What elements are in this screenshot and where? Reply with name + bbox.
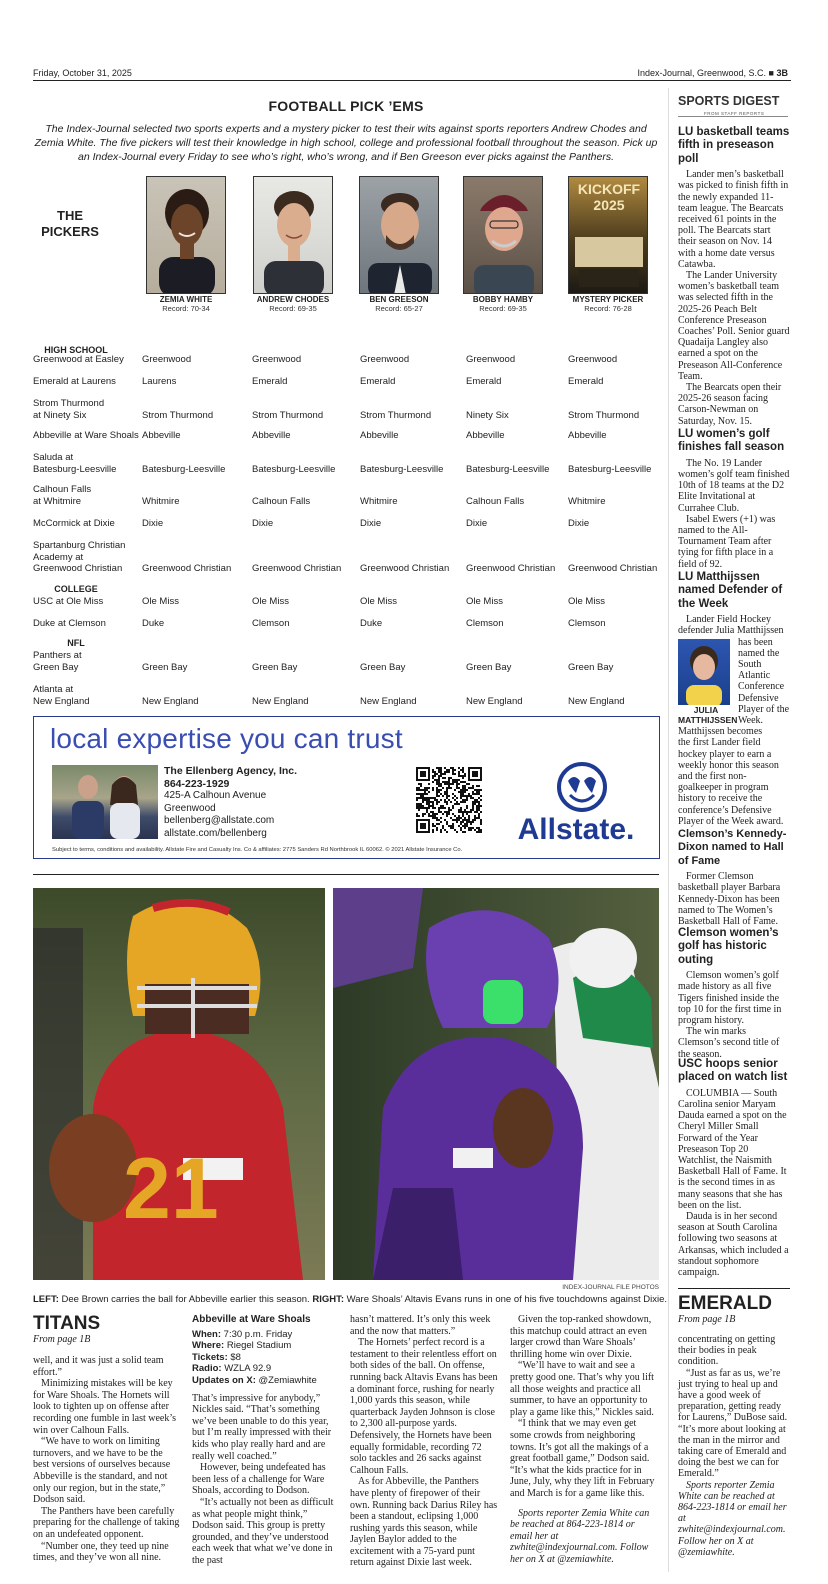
matchup-line: Abbeville at Ware Shoals [33, 430, 139, 441]
ad-agency: The Ellenberg Agency, Inc. [164, 765, 298, 777]
pick-cell: Greenwood [568, 354, 618, 365]
matchup [33, 452, 116, 475]
picker-photo [568, 176, 648, 294]
mystery-photo-text: KICKOFF 2025 [577, 181, 641, 213]
matchup-line: at Whitmire [33, 495, 82, 507]
pick-cell: Dixie [360, 518, 382, 529]
pick-cell: Calhoun Falls [252, 495, 311, 507]
matchup [33, 376, 116, 388]
pick-cell: Emerald [466, 376, 502, 387]
pick-cell: New England [466, 695, 523, 707]
pick-cell: Duke [142, 618, 165, 629]
photo-caption [33, 1294, 673, 1305]
picks-title: FOOTBALL PICK ’EMS [268, 98, 424, 114]
digest-headline: LU women’s golf finishes fall season [678, 428, 785, 454]
digest-headline: Clemson’s Kennedy-Dixon named to Hall of Fame [678, 828, 787, 867]
picker-name: MYSTERY PICKER [572, 295, 644, 304]
ad-email[interactable]: bellenberg@allstate.com [164, 815, 275, 826]
picker-card [356, 176, 442, 313]
pick-cell: Abbeville [142, 430, 181, 441]
picks-intro: The Index-Journal selected two sports experts and a mystery picker to test their wits against sports reporters Andrew Chodes and Zemia White. The five pickers will test their knowledge in high school, college and professional football throughout the season. Pick up an Index-Journal every Friday to see who’s right, who’s wrong, and if Ben Greeson ever picks against the Panthers. [34, 123, 658, 163]
pick-cell: Batesburg-Leesville [252, 463, 336, 475]
pick-cell: Greenwood Christian [466, 563, 556, 574]
pick-cell: Ole Miss [466, 596, 503, 607]
paragraph: The Panthers have been carefully preparing for the challenge of taking on an undefeated opponent. [33, 1505, 180, 1540]
page-number: 3B [776, 68, 788, 78]
pick-cell: Greenwood Christian [568, 563, 658, 574]
julia-photo-label: JULIA MATTHIJSSEN [678, 704, 738, 725]
paragraph: Former Clemson basketball player Barbara Kennedy-Dixon has been named to The Women’s Basketball Hall of Fame. [678, 871, 781, 928]
pick-cell: Greenwood Christian [252, 563, 342, 574]
pick-cell: Strom Thurmond [568, 409, 640, 421]
emerald-jump: From page 1B [678, 1314, 736, 1325]
paragraph: has been named the South Atlantic Conference Defensive Player of the Week. Matthijssen becomes [678, 636, 790, 738]
titans-col-3 [350, 1314, 498, 1569]
allstate-ad[interactable] [33, 716, 660, 859]
titans-headline: TITANS [33, 1313, 101, 1334]
caption-right-label: RIGHT: [312, 1294, 344, 1305]
section-high-school: HIGH SCHOOL [44, 345, 108, 355]
digest-item [678, 571, 790, 827]
digest-headline: USC hoops senior placed on watch list [678, 1058, 788, 1084]
pick-cell: Ole Miss [360, 596, 397, 607]
matchup [33, 618, 106, 630]
caption-left-label: LEFT: [33, 1294, 59, 1305]
page-folio: Index-Journal, Greenwood, S.C. ■ 3B [637, 68, 788, 78]
pick-cell: Greenwood [466, 354, 516, 365]
picker-record: Record: 70-34 [162, 304, 210, 313]
matchup-line: Duke at Clemson [33, 618, 106, 629]
pick-cell: Emerald [568, 376, 604, 387]
digest-headline: Clemson women’s golf has historic outing [678, 927, 779, 966]
caption-right: Ware Shoals’ Altavis Evans runs in one of his five touchdowns against Dixie. [344, 1294, 667, 1305]
picker-record: Record: 76-28 [584, 304, 632, 313]
matchup [33, 596, 103, 608]
reporter-tagline: Sports reporter Zemia White can be reached at 864-223-1814 or email her at zwhite@indexjournal.com. Follow her on X at @zemiawhite. [678, 1479, 787, 1558]
matchup-line: USC at Ole Miss [33, 596, 104, 607]
paragraph: “It’s actually not been as difficult as what people might think,” Dodson said. This group is pretty grounded, and they’ve understood each week that what we’ve done in the past [192, 1496, 334, 1566]
digest-item [678, 828, 790, 927]
game-info-when: When: 7:30 p.m. Friday [192, 1328, 293, 1340]
photo-credit: INDEX-JOURNAL FILE PHOTOS [562, 1284, 659, 1291]
paragraph: However, being undefeated has been less of a challenge for Ware Shoals, according to Dodson. [192, 1462, 326, 1497]
allstate-logo-icon [506, 759, 646, 843]
titans-col-1 [33, 1355, 181, 1564]
pick-cell: Green Bay [466, 661, 512, 673]
game-info-updates[interactable]: Updates on X: @Zemiawhite [192, 1374, 317, 1386]
pickers-label-line1: THE [57, 208, 83, 223]
paragraph: “I think that we may even get some crowds from neighboring towns. It’s got all the makings of a great football game,” Dodson said. “It’s what the kids practice for in June, July, why they lift in February and March is for a game like this. [510, 1418, 655, 1499]
photo-dee-brown [33, 888, 325, 1280]
pick-cell: Dixie [142, 518, 164, 529]
pick-cell: Greenwood [252, 354, 302, 365]
picker-record: Record: 65-27 [375, 304, 423, 313]
photo-altavis-evans [333, 888, 659, 1280]
picker-record: Record: 69-35 [269, 304, 317, 313]
emerald-story [678, 1334, 790, 1558]
pick-cell: Laurens [142, 376, 177, 387]
pick-cell: Greenwood Christian [360, 563, 450, 574]
sports-digest-title: SPORTS DIGEST [678, 94, 780, 108]
caption-left: Dee Brown carries the ball for Abbeville earlier this season. [58, 1294, 313, 1305]
matchup-line: Greenwood at Easley [33, 354, 124, 365]
pick-cell: Strom Thurmond [142, 409, 214, 421]
pick-cell: Ole Miss [568, 596, 605, 607]
pick-cell: Whitmire [142, 495, 180, 507]
matchup [33, 518, 115, 530]
pick-cell: Ole Miss [252, 596, 289, 607]
pick-cell: Abbeville [360, 430, 399, 441]
game-info-title: Abbeville at Ware Shoals [192, 1314, 311, 1325]
titans-jump: From page 1B [33, 1334, 91, 1345]
pick-cell: Dixie [252, 518, 274, 529]
pick-cell: Whitmire [360, 495, 398, 507]
pick-cell: Green Bay [252, 661, 298, 673]
matchup-line: Atlanta at [33, 684, 74, 695]
matchup-line: Green Bay [33, 661, 79, 673]
pick-cell: Abbeville [466, 430, 505, 441]
game-info-where: Where: Riegel Stadium [192, 1340, 292, 1352]
pick-cell: Emerald [360, 376, 396, 387]
pick-cell: Strom Thurmond [252, 409, 324, 421]
pick-cell: Dixie [466, 518, 488, 529]
pick-cell: Greenwood [142, 354, 192, 365]
section-rule [33, 874, 659, 875]
pick-cell: Clemson [466, 618, 504, 629]
section-college: COLLEGE [54, 584, 98, 594]
matchup-line: Saluda at [33, 452, 74, 463]
matchup-line: New England [33, 695, 90, 707]
section-nfl: NFL [67, 638, 85, 648]
paragraph: The Lander University women’s basketball team was selected fifth in the 2025-26 Peach Belt Conference Preseason Coaches’ Poll. Senior guard Quadaija Langley also earned a spot on the Preseason All-Conference Team. [678, 270, 790, 382]
pick-cell: Clemson [568, 618, 606, 629]
ad-address2: Greenwood [164, 802, 216, 814]
reporter-tagline: Sports reporter Zemia White can be reached at 864-223-1814 or email her at zwhite@indexjournal.com. Follow her on X at @zemiawhite. [510, 1507, 650, 1565]
pick-cell: Calhoun Falls [466, 495, 525, 507]
page-date: Friday, October 31, 2025 [33, 68, 132, 78]
pick-cell: Whitmire [568, 495, 606, 507]
paragraph: Lander men’s basketball was picked to finish fifth in the newly expanded 11-team league. The Bearcats received 61 points in the poll. The Bearcats start their season on Nov. 14 with a home date versus Catawba. [678, 169, 789, 270]
titans-col-4 [510, 1314, 658, 1565]
sidebar-rule [668, 88, 669, 1572]
paragraph: The No. 19 Lander women’s golf team finished 10th of 18 teams at the D2 Elite Invitational at Currahee Club. [678, 457, 790, 514]
picker-name: ZEMIA WHITE [159, 295, 213, 304]
julia-photo [678, 639, 730, 705]
pick-cell: Batesburg-Leesville [360, 463, 444, 475]
paragraph: “Number one, they teed up nine times, and they’ve won all nine. [33, 1540, 169, 1564]
paragraph: That’s impressive for anybody,” Nickles said. “That’s something we’ve been unable to do this year, but I’m really impressed with their kids who play really hard and are really well coached.” [192, 1392, 332, 1462]
pick-cell: Batesburg-Leesville [568, 463, 652, 475]
digest-headline: LU basketball teams fifth in preseason poll [678, 126, 790, 165]
matchup [33, 354, 124, 366]
pick-cell: Green Bay [568, 661, 614, 673]
picker-photo [146, 176, 226, 294]
matchup-line: Spartanburg Christian [33, 540, 126, 551]
matchup-line: Calhoun Falls [33, 484, 92, 495]
paragraph: well, and it was just a solid team effort.” [33, 1355, 164, 1378]
matchup [33, 430, 139, 442]
titans-col-2 [192, 1314, 340, 1566]
ad-fine-print: Subject to terms, conditions and availability. Allstate Fire and Casualty Ins. Co & affiliates: 2775 Sanders Rd Northbrook IL 60062. © 2021 Allstate Insurance Co. [52, 847, 463, 853]
ad-brand: Allstate. [517, 813, 635, 843]
matchup [33, 398, 104, 421]
game-info-tickets: Tickets: $8 [192, 1351, 241, 1363]
paragraph: Isabel Ewers (+1) was named to the All-Tournament Team after tying for fifth place in a field of 92. [678, 513, 776, 570]
paper-name: Index-Journal, Greenwood, S.C. [637, 68, 767, 78]
pick-cell: New England [360, 695, 417, 707]
ad-agents-photo [52, 765, 158, 839]
ad-address1: 425-A Calhoun Avenue [164, 790, 267, 801]
pick-cell: Abbeville [252, 430, 291, 441]
picker-record: Record: 69-35 [479, 304, 527, 313]
matchup-line: Greenwood Christian [33, 563, 123, 574]
matchup-line: Strom Thurmond [33, 398, 105, 409]
picker-name: ANDREW CHODES [256, 295, 330, 304]
pick-cell: Greenwood [360, 354, 410, 365]
picker-card [250, 176, 336, 313]
pick-cell: Emerald [252, 376, 288, 387]
matchup-line: at Ninety Six [33, 409, 87, 421]
ad-web[interactable]: allstate.com/bellenberg [164, 827, 267, 839]
pick-cell: Abbeville [568, 430, 607, 441]
matchup-line: Batesburg-Leesville [33, 463, 117, 475]
ad-headline: local expertise you can trust [50, 723, 403, 754]
matchup-line: Emerald at Laurens [33, 376, 116, 387]
paragraph: COLUMBIA — South Carolina senior Maryam Dauda earned a spot on the Cheryl Miller Small Forward of the Year Preseason Top 20 Watchlist, the Naismith Basketball Hall of Fame. It is the second times in as many seasons that she has been on the list. [678, 1087, 787, 1211]
matchup [33, 684, 90, 707]
ad-contact [164, 765, 297, 840]
emerald-rule [678, 1288, 790, 1289]
qr-code-icon[interactable] [416, 767, 482, 833]
pick-cell: Batesburg-Leesville [142, 463, 226, 475]
matchup-line: Academy at [33, 551, 84, 563]
picker-card [565, 176, 651, 313]
sidebar-title-rule [678, 116, 788, 117]
digest-item [678, 428, 790, 570]
pick-cell: Strom Thurmond [360, 409, 432, 421]
picker-name: BOBBY HAMBY [472, 295, 534, 304]
paragraph: The Bearcats open their 2025-26 season facing Carson-Newman on Saturday, Nov. 15. [678, 382, 782, 427]
pickers-label-line2: PICKERS [41, 224, 99, 239]
paragraph: The Hornets’ perfect record is a testament to their relentless effort on both sides of the ball. On offense, running back Altavis Evans has been a dominant force, rushing for nearly 1,000 yards this season, while quarterback Jayden Johnson is close to 2,300 all-purpose yards. Defensively, the Hornets have been equally formidable, recording 72 solo tackles and 26 sacks against Calhoun Falls. [350, 1337, 498, 1476]
sports-digest-subtitle: FROM STAFF REPORTS [704, 111, 765, 116]
game-info-radio: Radio: WZLA 92.9 [192, 1363, 272, 1375]
jersey-number: 21 [123, 1141, 219, 1237]
pick-cell: Duke [360, 618, 383, 629]
paragraph: Dauda is in her second season at South Carolina following two seasons at Arkansas, which included a standout sophomore campaign. [678, 1211, 789, 1279]
digest-item [678, 126, 790, 427]
ad-phone[interactable]: 864-223-1929 [164, 777, 230, 790]
pick-cell: Greenwood Christian [142, 563, 232, 574]
paragraph: Given the top-ranked showdown, this matchup could attract an even larger crowd than Ware Shoals’ thrilling home win over Dixie. [510, 1314, 652, 1360]
pick-cell: Clemson [252, 618, 290, 629]
pick-cell: New England [252, 695, 309, 707]
pick-cell: Green Bay [360, 661, 406, 673]
picker-card [143, 176, 229, 313]
digest-item [678, 1058, 790, 1278]
pick-cell: Dixie [568, 518, 590, 529]
paragraph: “We have to work on limiting turnovers, and we have to be the best versions of ourselves because Abbeville is the standard, and not only our region, but in the state,” Dodson said. [33, 1436, 171, 1506]
pickers-label [40, 208, 100, 240]
paragraph: Minimizing mistakes will be key for Ware Shoals. The Hornets will look to tighten up on offense after recording one fumble in last week’s win over Calhoun Falls. [33, 1378, 177, 1436]
digest-item [678, 927, 790, 1060]
paragraph: As for Abbeville, the Panthers have plenty of firepower of their own. Running back Darius Riley has been a standout, eclipsing 1,000 rushing yards this season, while Jaylen Baylor added to the excitement with a 75-yard punt return against Dixie last week. [350, 1476, 498, 1569]
matchup [33, 650, 82, 673]
paragraph: Clemson women’s golf made history as all five Tigers finished inside the top 10 for the first time in program history. [678, 970, 782, 1027]
emerald-headline: EMERALD [678, 1293, 772, 1314]
pick-cell: New England [568, 695, 625, 707]
matchup-line: McCormick at Dixie [33, 518, 115, 529]
picker-name: BEN GREESON [369, 295, 429, 304]
matchup [33, 540, 125, 575]
paragraph: “We’ll have to wait and see a pretty good one. That’s why you lift all those weights and practice all summer, to have an opportunity to play a game like this,” Nickles said. [510, 1360, 654, 1418]
paragraph: Lander Field Hockey defender Julia Matthijssen [678, 614, 784, 637]
paragraph: The win marks Clemson’s second title of the season. [678, 1026, 780, 1060]
matchup-line: Panthers at [33, 650, 82, 661]
header-rule [33, 80, 791, 81]
picker-photo [463, 176, 543, 294]
paragraph: concentrating on getting their bodies in peak condition. [678, 1334, 776, 1368]
picker-card [460, 176, 546, 313]
paragraph: hasn’t mattered. It’s only this week and the now that matters.” [350, 1314, 491, 1337]
paragraph: “Just as far as us, we’re just trying to heal up and have a good week of preparation, getting ready for Laurens,” DuBose said. “It’s more about looking at the man in the mirror and taking care of Emerald and doing the best we can for Emerald.” [678, 1367, 788, 1480]
pick-cell: Ole Miss [142, 596, 179, 607]
pick-cell: New England [142, 695, 199, 707]
paragraph: the first Lander field hockey player to earn a weekly honor this season and the first non-goalkeeper in program history to receive the conference’s Defensive Player of the Week award. [678, 737, 784, 827]
matchup [33, 484, 91, 507]
julia-photo-block [678, 639, 738, 725]
pick-cell: Green Bay [142, 661, 188, 673]
pick-cell: Ninety Six [466, 409, 509, 421]
pick-cell: Batesburg-Leesville [466, 463, 550, 475]
digest-headline: LU Matthijssen named Defender of the Week [678, 571, 783, 610]
picker-photo [359, 176, 439, 294]
picker-photo [253, 176, 333, 294]
